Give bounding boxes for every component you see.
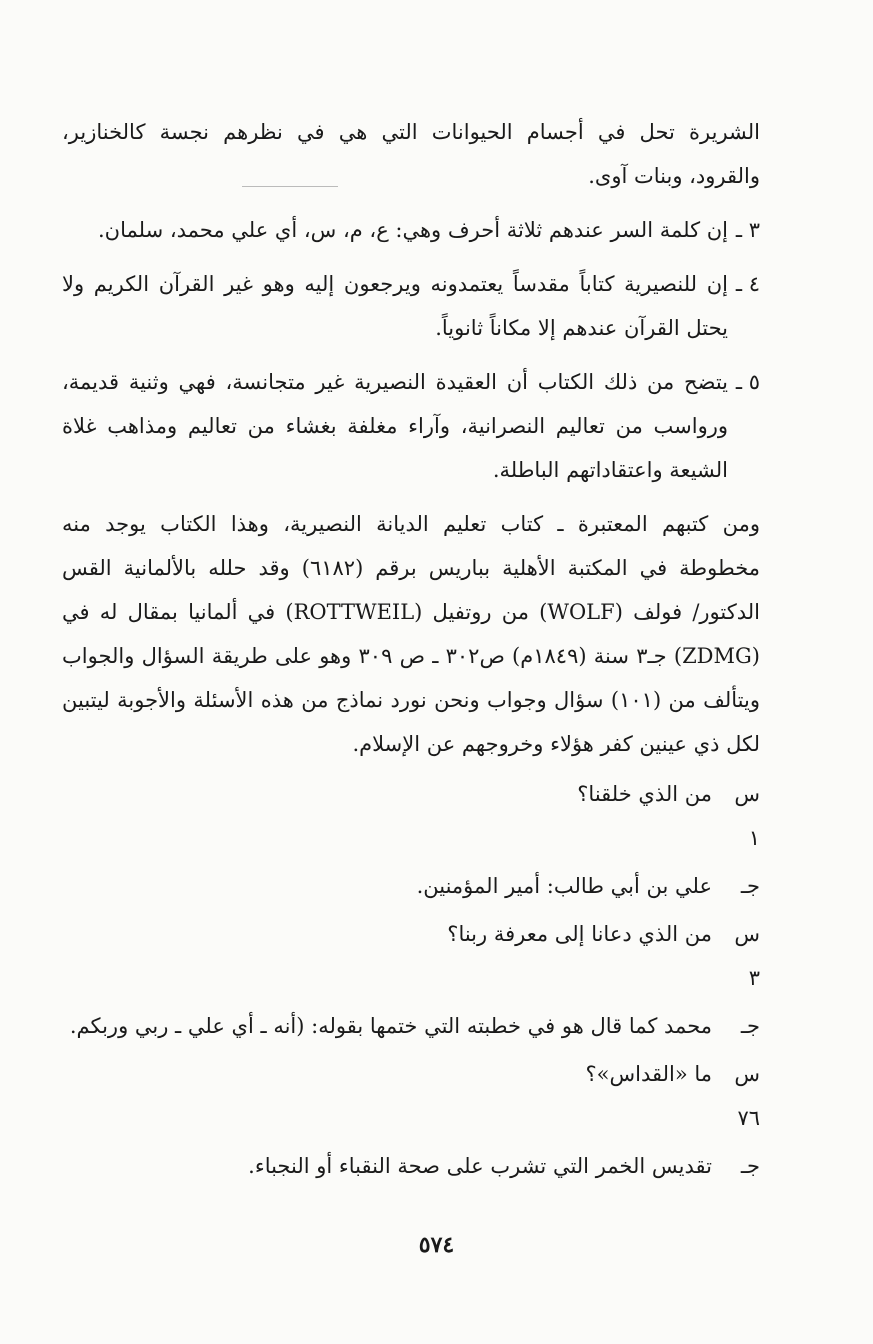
qa-row [62,864,760,908]
page-number: ٥٧٤ [418,1232,455,1258]
qa-text: علي بن أبي طالب: أمير المؤمنين. [416,874,712,898]
qa-text: محمد كما قال هو في خطبته التي ختمها بقوله: (أنه ـ أي علي ـ ربي وربكم. [69,1014,712,1038]
list-item [62,262,760,350]
qa-text: تقديس الخمر التي تشرب على صحة النقباء أو النجباء. [248,1154,712,1178]
item-number: ٤ ـ [735,272,760,296]
item-number: ٥ ـ [735,370,760,394]
qa-label: جـ [740,874,760,898]
qa-label: س ١ [734,782,760,850]
qa-text: من الذي دعانا إلى معرفة ربنا؟ [447,922,712,946]
qa-label: س ٧٦ [734,1062,760,1130]
continuation-text: الشريرة تحل في أجسام الحيوانات التي هي في نظرهم نجسة كالخنازير، والقرود، وبنات آوى. [62,120,760,188]
qa-row [62,1052,760,1140]
qa-label: جـ [740,1154,760,1178]
qa-row [62,1004,760,1048]
page-body [62,110,760,1192]
item-text: إن كلمة السر عندهم ثلاثة أحرف وهي: ع، م، س، أي علي محمد، سلمان. [97,218,728,242]
main-paragraph: ومن كتبهم المعتبرة ـ كتاب تعليم الديانة النصيرية، وهذا الكتاب يوجد منه مخطوطة في المكتبة الأهلية بباريس برقم (٦١٨٢) وقد حلله بالألمانية القس الدكتور/ فولف (WOLF) من روتفيل (ROTTWEIL) في ألمانيا بمقال له في (ZDMG) جـ٣ سنة (١٨٤٩م) ص٣٠٢ ـ ص ٣٠٩ وهو على طريقة السؤال والجواب ويتألف من (١٠١) سؤال وجواب ونحن نورد نماذج من هذه الأسئلة والأجوبة ليتبين لكل ذي عينين كفر هؤلاء وخروجهم عن الإسلام. [62,512,761,756]
list-item [62,208,760,252]
item-number: ٣ ـ [735,218,760,242]
qa-row [62,912,760,1000]
item-text: إن للنصيرية كتاباً مقدساً يعتمدونه ويرجعون إليه وهو غير القرآن الكريم ولا يحتل القرآن عندهم إلا مكاناً ثانوياً. [62,272,728,340]
list-item [62,360,760,492]
qa-row [62,772,760,860]
qa-label: س ٣ [734,922,760,990]
qa-text: من الذي خلقنا؟ [577,782,712,806]
qa-label: جـ [740,1014,760,1038]
qa-text: ما «القداس»؟ [585,1062,712,1086]
qa-row [62,1144,760,1188]
item-text: يتضح من ذلك الكتاب أن العقيدة النصيرية غير متجانسة، فهي وثنية قديمة، ورواسب من تعاليم النصرانية، وآراء مغلفة بغشاء من تعاليم ومذاهب غلاة الشيعة واعتقاداتهم الباطلة. [62,370,728,482]
